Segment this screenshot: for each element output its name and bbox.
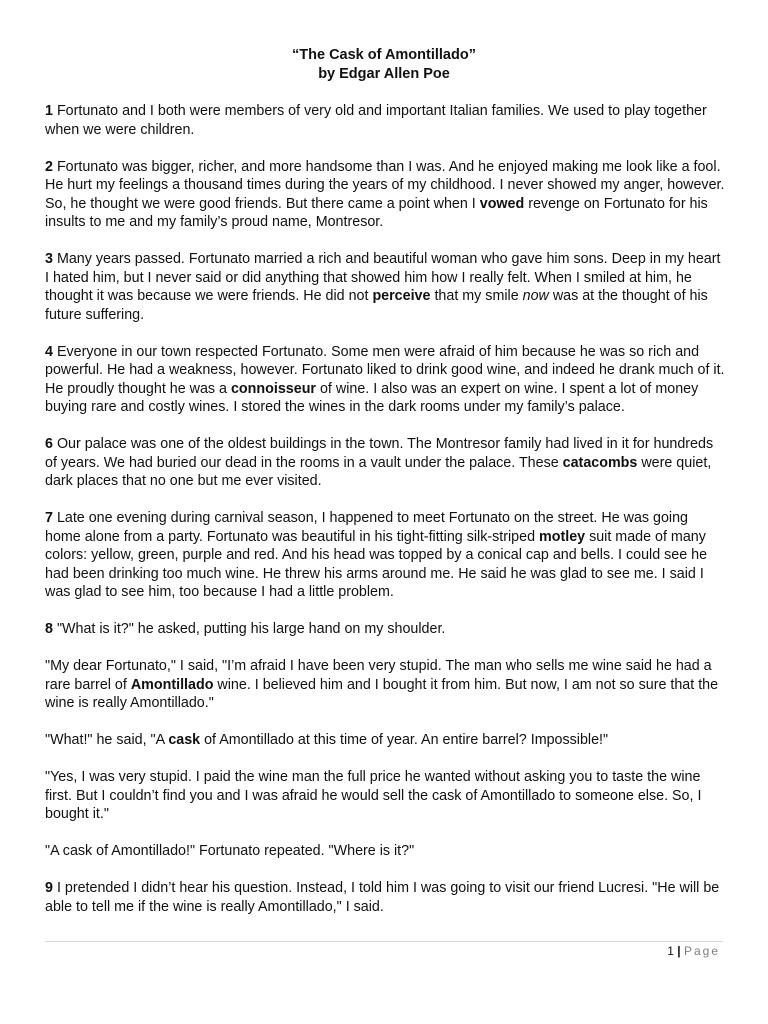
paragraph-text: "What is it?" he asked, putting his large hand on my shoulder. bbox=[56, 621, 446, 637]
paragraph-text: "A cask of Amontillado!" Fortunato repeated. "Where is it?" bbox=[45, 843, 415, 859]
paragraph-text: "Yes, I was very stupid. I paid the wine man the full price he wanted without asking you to taste the wine first. But I couldn’t find you and I was afraid he would sell the cask of Amontillado to someone else. So, I bought it." bbox=[45, 769, 702, 822]
paragraph-text: "What!" he said, "A bbox=[45, 732, 169, 748]
vocabulary-word: motley bbox=[539, 528, 586, 545]
paragraph-text: "My dear Fortunato," I said, "I’m afraid I have been very stupid. The man who sells me wine said he had a rare barrel of bbox=[45, 658, 712, 693]
paragraph-text: were quiet, dark places that no one but me ever visited. bbox=[45, 454, 712, 489]
paragraph-number: 4 bbox=[45, 343, 53, 360]
paragraph-1 bbox=[45, 102, 727, 139]
paragraph-text: I pretended I didn’t hear his question. Instead, I told him I was going to visit our friend Lucresi. "He will be able to tell me if the wine is really Amontillado," I said. bbox=[45, 880, 720, 915]
paragraph-text: suit made of many colors: yellow, green, purple and red. And his head was topped by a conical cap and bells. I could see he had been drinking too much wine. He threw his arms around me. He said he was glad to see me. I said I was glad to see him, too because I had a little problem. bbox=[45, 528, 708, 600]
paragraph-number: 3 bbox=[45, 251, 53, 267]
paragraph-text: of wine. I also was an expert on wine. I spent a lot of money buying rare and costly wines. I stored the wines in the dark rooms under my family’s palace. bbox=[45, 380, 699, 415]
page-label: Page bbox=[683, 944, 720, 958]
vocabulary-word: cask bbox=[168, 732, 201, 748]
document-byline: by Edgar Allen Poe bbox=[318, 66, 450, 82]
paragraph-dialogue-3 bbox=[45, 768, 727, 824]
paragraph-3 bbox=[45, 250, 727, 324]
page-footer bbox=[667, 943, 720, 959]
vocabulary-word: vowed bbox=[479, 195, 525, 212]
paragraph-6 bbox=[45, 435, 727, 491]
vocabulary-word: catacombs bbox=[562, 454, 638, 471]
paragraph-text: Many years passed. Fortunato married a rich and beautiful woman who gave him sons. Deep in my heart I hated him, but I never said or did anything that showed him how I really felt. When I smiled at him, he thought it was because we were friends. He did not bbox=[45, 251, 721, 304]
paragraph-number: 7 bbox=[45, 510, 53, 526]
paragraph-9 bbox=[45, 879, 727, 916]
paragraph-number: 1 bbox=[45, 103, 53, 119]
paragraph-text: of Amontillado at this time of year. An entire barrel? Impossible!" bbox=[200, 732, 609, 748]
paragraph-text: Fortunato was bigger, richer, and more handsome than I was. And he enjoyed making me look like a fool. He hurt my feelings a thousand times during the years of my childhood. I never showed my anger, however. So, he thought we were good friends. But there came a point when I bbox=[45, 158, 725, 212]
paragraph-dialogue-1 bbox=[45, 657, 727, 713]
paragraph-text: wine. I believed him and I bought it from him. But now, I am not so sure that the wine is really Amontillado." bbox=[45, 676, 719, 711]
paragraph-text: Late one evening during carnival season, I happened to meet Fortunato on the street. He was going home alone from a party. Fortunato was beautiful in his tight-fitting silk-striped bbox=[45, 510, 689, 545]
paragraph-4 bbox=[45, 343, 727, 417]
paragraph-text: that my smile bbox=[430, 288, 523, 304]
vocabulary-word: connoisseur bbox=[230, 380, 316, 397]
paragraph-text: Fortunato and I both were members of very old and important Italian families. We used to play together when we were children. bbox=[45, 103, 707, 138]
footer-separator: | bbox=[677, 944, 681, 958]
paragraph-7 bbox=[45, 509, 727, 602]
document-body bbox=[45, 102, 727, 935]
paragraph-number: 9 bbox=[45, 880, 53, 896]
paragraph-number: 2 bbox=[45, 158, 53, 175]
emphasis-word: now bbox=[522, 288, 549, 304]
paragraph-8 bbox=[45, 620, 727, 639]
paragraph-text: Our palace was one of the oldest buildings in the town. The Montresor family had lived in it for hundreds of years. We had buried our dead in the rooms in a vault under the palace. These bbox=[45, 436, 714, 471]
paragraph-number: 6 bbox=[45, 436, 53, 452]
paragraph-dialogue-4 bbox=[45, 842, 727, 861]
paragraph-text: revenge on Fortunato for his insults to me and my family’s proud name, Montresor. bbox=[45, 195, 708, 230]
paragraph-dialogue-2 bbox=[45, 731, 727, 750]
footer-divider bbox=[45, 941, 723, 942]
vocabulary-word: perceive bbox=[372, 288, 431, 304]
paragraph-2 bbox=[45, 158, 727, 232]
vocabulary-word: Amontillado bbox=[130, 676, 214, 693]
page-number: 1 bbox=[667, 944, 674, 958]
paragraph-text: was at the thought of his future suffering. bbox=[45, 288, 708, 323]
paragraph-number: 8 bbox=[45, 621, 53, 637]
paragraph-text: Everyone in our town respected Fortunato. Some men were afraid of him because he was so rich and powerful. He had a weakness, however. Fortunato liked to drink good wine, and indeed he drank much of it. He proudly thought he was a bbox=[45, 343, 725, 397]
document-title: “The Cask of Amontillado” bbox=[292, 47, 476, 63]
